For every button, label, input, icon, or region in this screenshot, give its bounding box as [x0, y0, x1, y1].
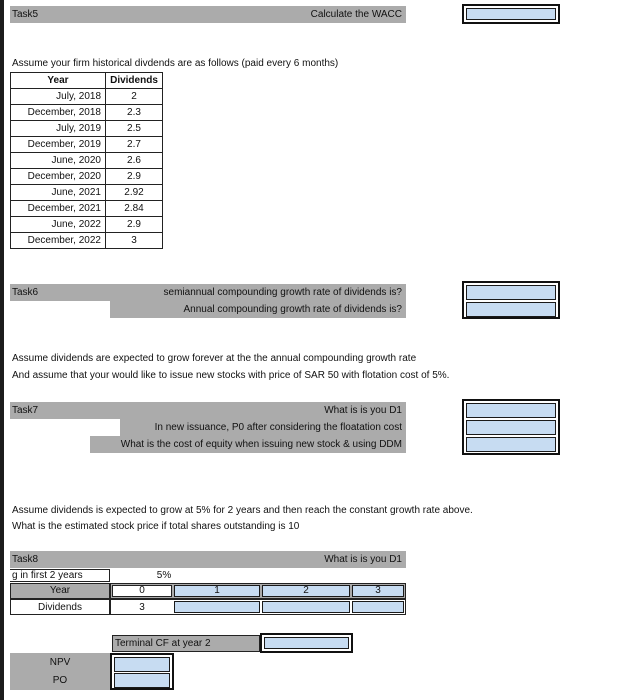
table-row — [11, 153, 163, 169]
g-label: g in first 2 years — [12, 570, 83, 581]
table-row — [11, 185, 163, 201]
dividend-cell[interactable]: 3 — [106, 233, 163, 249]
year-cell[interactable]: July, 2019 — [11, 121, 106, 137]
year-cell[interactable]: December, 2018 — [11, 105, 106, 121]
cost-of-equity-input[interactable] — [466, 437, 556, 452]
p0-net-input[interactable] — [466, 420, 556, 435]
year-1: 1 — [214, 585, 220, 596]
table-row — [11, 105, 163, 121]
year-cell[interactable]: December, 2019 — [11, 137, 106, 153]
table-row — [11, 233, 163, 249]
year-cell[interactable]: June, 2022 — [11, 217, 106, 233]
p0-input[interactable] — [114, 673, 170, 688]
wacc-answer-box[interactable] — [462, 4, 560, 24]
year-0: 0 — [139, 585, 145, 596]
task7-q1: What is is you D1 — [324, 405, 402, 416]
dividend-0[interactable]: 3 — [139, 602, 145, 613]
task5-intro: Assume your firm historical divdends are as follows (paid every 6 months) — [12, 58, 339, 69]
year-cell[interactable]: July, 2018 — [11, 89, 106, 105]
year-cell[interactable]: December, 2020 — [11, 169, 106, 185]
task7-label: Task7 — [12, 405, 39, 416]
task7-answer-box — [462, 399, 560, 455]
dividend-cell[interactable]: 2.9 — [106, 169, 163, 185]
g-value[interactable]: 5% — [156, 570, 172, 581]
notes2-line1: Assume dividends is expected to grow at 5% for 2 years and then reach the constant growth rate above. — [12, 505, 473, 516]
terminal-cf-input[interactable] — [264, 637, 349, 649]
year-label: Year — [49, 585, 71, 596]
dividend-cell[interactable]: 2.84 — [106, 201, 163, 217]
dividend-history-table — [10, 72, 163, 249]
notes1-line1: Assume dividends are expected to grow forever at the the annual compounding growth rate — [12, 353, 417, 364]
semiannual-growth-input[interactable] — [466, 285, 556, 300]
task5-label: Task5 — [12, 9, 39, 20]
year-cell[interactable]: June, 2021 — [11, 185, 106, 201]
year-2: 2 — [303, 585, 309, 596]
dividend-cell[interactable]: 2.5 — [106, 121, 163, 137]
d1-input[interactable] — [466, 403, 556, 418]
table-row — [11, 121, 163, 137]
task7-q3: What is the cost of equity when issuing new stock & using DDM — [120, 439, 402, 450]
dividend-cell[interactable]: 2.6 — [106, 153, 163, 169]
year-column-header: Year — [11, 73, 106, 89]
p0-label: PO — [52, 675, 68, 686]
table-header-row — [11, 73, 163, 89]
terminal-cf-label: Terminal CF at year 2 — [115, 638, 211, 649]
task7-q2: In new issuance, P0 after considering the floatation cost — [154, 422, 402, 433]
dividends-label: Dividends — [38, 602, 82, 613]
dividend-cell[interactable]: 2.3 — [106, 105, 163, 121]
table-row — [11, 217, 163, 233]
task8-q1: What is is you D1 — [324, 554, 402, 565]
dividend-cell[interactable]: 2.9 — [106, 217, 163, 233]
dividend-1-input[interactable] — [174, 601, 260, 613]
table-row — [11, 201, 163, 217]
table-row — [11, 89, 163, 105]
dividend-cell[interactable]: 2 — [106, 89, 163, 105]
task6-q1: semiannual compounding growth rate of dividends is? — [163, 287, 402, 298]
year-cell[interactable]: June, 2020 — [11, 153, 106, 169]
annual-growth-input[interactable] — [466, 302, 556, 317]
npv-label: NPV — [49, 657, 71, 668]
task6-label: Task6 — [12, 287, 39, 298]
task8-label: Task8 — [12, 554, 39, 565]
dividends-column-header: Dividends — [106, 73, 163, 89]
terminal-cf-box — [260, 633, 353, 653]
task6-q2: Annual compounding growth rate of dividends is? — [183, 304, 402, 315]
year-cell[interactable]: December, 2022 — [11, 233, 106, 249]
table-row — [11, 137, 163, 153]
task6-answer-box — [462, 281, 560, 319]
sheet-left-edge — [0, 0, 4, 700]
wacc-answer-cell[interactable] — [466, 8, 556, 20]
dividend-cell[interactable]: 2.7 — [106, 137, 163, 153]
dividend-3-input[interactable] — [352, 601, 404, 613]
year-cell[interactable]: December, 2021 — [11, 201, 106, 217]
npv-input[interactable] — [114, 657, 170, 672]
table-row — [11, 169, 163, 185]
dividend-2-input[interactable] — [262, 601, 350, 613]
notes2-line2: What is the estimated stock price if total shares outstanding is 10 — [12, 521, 300, 532]
notes1-line2: And assume that your would like to issue new stocks with price of SAR 50 with flotation cost of 5%. — [12, 370, 450, 381]
dividend-cell[interactable]: 2.92 — [106, 185, 163, 201]
task5-title: Calculate the WACC — [310, 9, 402, 20]
npv-p0-box — [110, 653, 174, 690]
year-3: 3 — [375, 585, 381, 596]
